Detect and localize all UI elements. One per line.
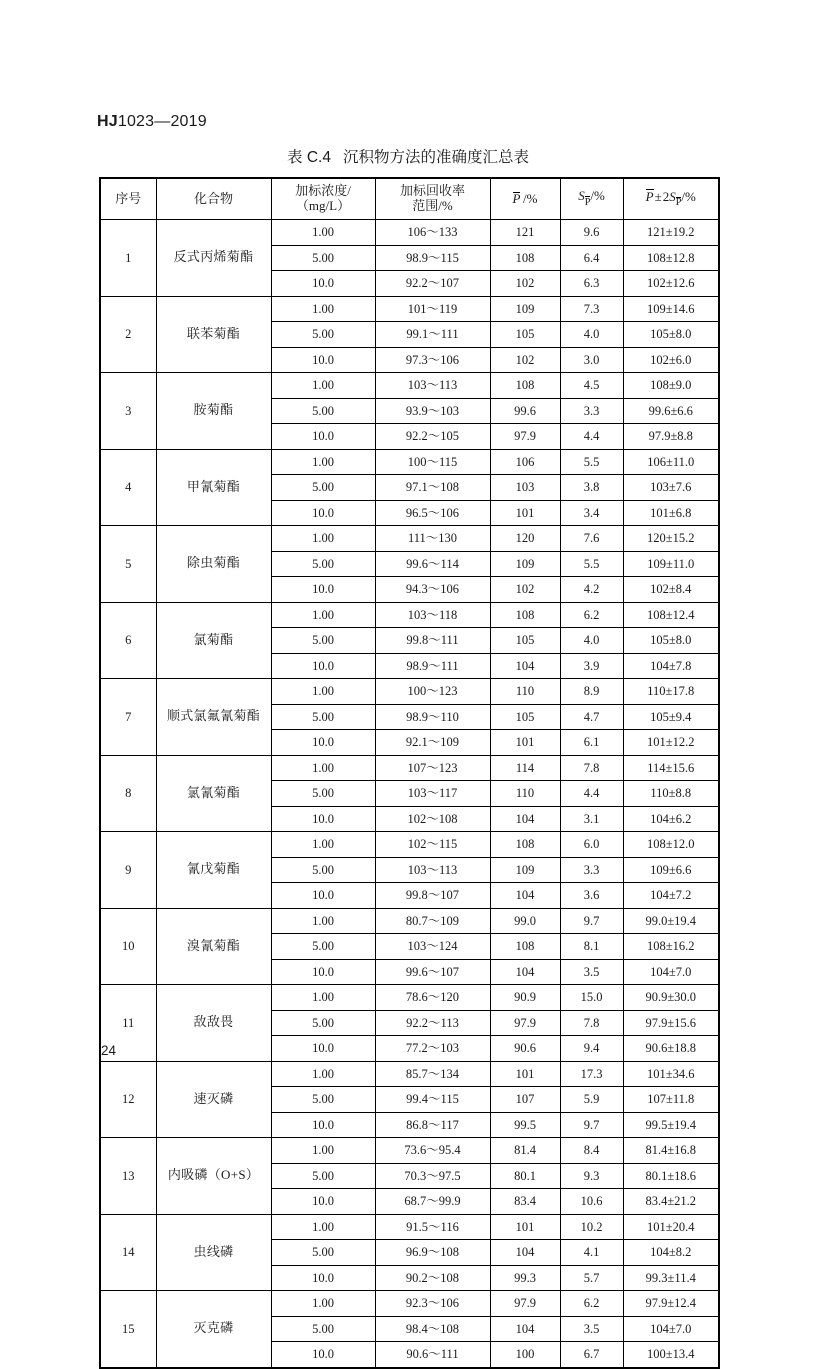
table-row <box>100 373 719 399</box>
cell-mean-recovery: 80.1 <box>490 1163 560 1189</box>
cell-standard-deviation: 3.4 <box>560 500 623 526</box>
cell-recovery-range: 102～108 <box>375 806 490 832</box>
cell-mean-recovery: 105 <box>490 628 560 654</box>
header-confidence-interval: P±2SP/% <box>623 178 719 220</box>
table-row <box>100 449 719 475</box>
cell-spike-concentration: 10.0 <box>271 347 375 373</box>
cell-mean-recovery: 99.3 <box>490 1265 560 1291</box>
cell-standard-deviation: 3.1 <box>560 806 623 832</box>
cell-confidence-interval: 104±7.8 <box>623 653 719 679</box>
cell-spike-concentration: 10.0 <box>271 1265 375 1291</box>
table-caption-title: 沉积物方法的准确度汇总表 <box>342 149 529 166</box>
cell-recovery-range: 78.6～120 <box>375 985 490 1011</box>
header-index: 序号 <box>100 178 156 220</box>
cell-recovery-range: 68.7～99.9 <box>375 1189 490 1215</box>
cell-recovery-range: 92.2～105 <box>375 424 490 450</box>
cell-confidence-interval: 99.3±11.4 <box>623 1265 719 1291</box>
cell-confidence-interval: 104±7.0 <box>623 1316 719 1342</box>
cell-mean-recovery: 99.5 <box>490 1112 560 1138</box>
cell-spike-concentration: 10.0 <box>271 271 375 297</box>
cell-standard-deviation: 9.7 <box>560 1112 623 1138</box>
cell-recovery-range: 96.5～106 <box>375 500 490 526</box>
cell-index: 5 <box>100 526 156 603</box>
cell-standard-deviation: 3.0 <box>560 347 623 373</box>
cell-recovery-range: 92.3～106 <box>375 1291 490 1317</box>
cell-spike-concentration: 1.00 <box>271 1214 375 1240</box>
cell-confidence-interval: 101±34.6 <box>623 1061 719 1087</box>
cell-spike-concentration: 5.00 <box>271 1240 375 1266</box>
cell-spike-concentration: 10.0 <box>271 577 375 603</box>
cell-confidence-interval: 103±7.6 <box>623 475 719 501</box>
cell-confidence-interval: 100±13.4 <box>623 1342 719 1368</box>
cell-confidence-interval: 101±6.8 <box>623 500 719 526</box>
cell-confidence-interval: 105±8.0 <box>623 628 719 654</box>
cell-recovery-range: 98.9～111 <box>375 653 490 679</box>
cell-recovery-range: 86.8～117 <box>375 1112 490 1138</box>
cell-standard-deviation: 8.9 <box>560 679 623 705</box>
cell-spike-concentration: 1.00 <box>271 755 375 781</box>
cell-recovery-range: 73.6～95.4 <box>375 1138 490 1164</box>
cell-spike-concentration: 10.0 <box>271 806 375 832</box>
cell-index: 10 <box>100 908 156 985</box>
cell-confidence-interval: 109±6.6 <box>623 857 719 883</box>
cell-recovery-range: 99.1～111 <box>375 322 490 348</box>
cell-confidence-interval: 104±7.0 <box>623 959 719 985</box>
cell-standard-deviation: 8.4 <box>560 1138 623 1164</box>
cell-recovery-range: 103～113 <box>375 373 490 399</box>
cell-spike-concentration: 5.00 <box>271 1087 375 1113</box>
cell-recovery-range: 107～123 <box>375 755 490 781</box>
cell-mean-recovery: 121 <box>490 220 560 246</box>
cell-spike-concentration: 5.00 <box>271 781 375 807</box>
header-recovery-range-line2: 范围/% <box>412 198 453 213</box>
cell-index: 1 <box>100 220 156 297</box>
table-row <box>100 220 719 246</box>
cell-standard-deviation: 7.3 <box>560 296 623 322</box>
cell-mean-recovery: 120 <box>490 526 560 552</box>
cell-standard-deviation: 6.2 <box>560 602 623 628</box>
cell-index: 7 <box>100 679 156 756</box>
cell-spike-concentration: 1.00 <box>271 296 375 322</box>
cell-recovery-range: 103～124 <box>375 934 490 960</box>
page-number: 24 <box>101 1043 117 1058</box>
cell-spike-concentration: 5.00 <box>271 628 375 654</box>
cell-mean-recovery: 105 <box>490 322 560 348</box>
cell-mean-recovery: 90.6 <box>490 1036 560 1062</box>
cell-confidence-interval: 102±12.6 <box>623 271 719 297</box>
cell-standard-deviation: 7.8 <box>560 755 623 781</box>
cell-spike-concentration: 1.00 <box>271 985 375 1011</box>
cell-recovery-range: 91.5～116 <box>375 1214 490 1240</box>
cell-mean-recovery: 108 <box>490 934 560 960</box>
cell-compound: 联苯菊酯 <box>156 296 271 373</box>
cell-spike-concentration: 5.00 <box>271 245 375 271</box>
cell-mean-recovery: 97.9 <box>490 424 560 450</box>
header-spike-concentration-line2: （mg/L） <box>295 198 351 213</box>
cell-spike-concentration: 1.00 <box>271 1291 375 1317</box>
cell-recovery-range: 97.1～108 <box>375 475 490 501</box>
cell-spike-concentration: 1.00 <box>271 908 375 934</box>
table-row <box>100 1214 719 1240</box>
table-header <box>100 178 719 220</box>
cell-spike-concentration: 1.00 <box>271 1138 375 1164</box>
cell-index: 8 <box>100 755 156 832</box>
cell-mean-recovery: 106 <box>490 449 560 475</box>
cell-recovery-range: 96.9～108 <box>375 1240 490 1266</box>
table-row <box>100 755 719 781</box>
cell-recovery-range: 85.7～134 <box>375 1061 490 1087</box>
cell-spike-concentration: 5.00 <box>271 551 375 577</box>
cell-mean-recovery: 104 <box>490 1316 560 1342</box>
cell-confidence-interval: 104±7.2 <box>623 883 719 909</box>
cell-confidence-interval: 99.5±19.4 <box>623 1112 719 1138</box>
cell-compound: 敌敌畏 <box>156 985 271 1062</box>
table-row <box>100 296 719 322</box>
cell-recovery-range: 99.4～115 <box>375 1087 490 1113</box>
header-recovery-range-line1: 加标回收率 <box>399 183 465 199</box>
cell-standard-deviation: 5.9 <box>560 1087 623 1113</box>
cell-mean-recovery: 105 <box>490 704 560 730</box>
cell-confidence-interval: 101±12.2 <box>623 730 719 756</box>
cell-spike-concentration: 5.00 <box>271 1316 375 1342</box>
cell-mean-recovery: 90.9 <box>490 985 560 1011</box>
cell-confidence-interval: 108±12.4 <box>623 602 719 628</box>
table-row <box>100 1291 719 1317</box>
cell-compound: 内吸磷（O+S） <box>156 1138 271 1215</box>
cell-spike-concentration: 1.00 <box>271 220 375 246</box>
cell-standard-deviation: 4.7 <box>560 704 623 730</box>
cell-recovery-range: 111～130 <box>375 526 490 552</box>
cell-spike-concentration: 5.00 <box>271 398 375 424</box>
cell-spike-concentration: 5.00 <box>271 1010 375 1036</box>
cell-recovery-range: 106～133 <box>375 220 490 246</box>
cell-mean-recovery: 99.6 <box>490 398 560 424</box>
cell-mean-recovery: 101 <box>490 1061 560 1087</box>
cell-spike-concentration: 1.00 <box>271 679 375 705</box>
cell-confidence-interval: 90.9±30.0 <box>623 985 719 1011</box>
cell-standard-deviation: 4.1 <box>560 1240 623 1266</box>
cell-recovery-range: 80.7～109 <box>375 908 490 934</box>
cell-spike-concentration: 1.00 <box>271 602 375 628</box>
cell-confidence-interval: 114±15.6 <box>623 755 719 781</box>
table-row <box>100 1138 719 1164</box>
header-row <box>100 178 719 220</box>
cell-standard-deviation: 5.7 <box>560 1265 623 1291</box>
cell-mean-recovery: 108 <box>490 832 560 858</box>
cell-mean-recovery: 109 <box>490 857 560 883</box>
cell-standard-deviation: 9.7 <box>560 908 623 934</box>
cell-standard-deviation: 3.3 <box>560 857 623 883</box>
cell-recovery-range: 99.8～111 <box>375 628 490 654</box>
cell-mean-recovery: 108 <box>490 245 560 271</box>
cell-index: 11 <box>100 985 156 1062</box>
cell-standard-deviation: 4.4 <box>560 781 623 807</box>
table-caption-number: 表 C.4 <box>287 149 331 166</box>
cell-standard-deviation: 3.9 <box>560 653 623 679</box>
cell-mean-recovery: 104 <box>490 1240 560 1266</box>
cell-recovery-range: 100～123 <box>375 679 490 705</box>
cell-spike-concentration: 5.00 <box>271 322 375 348</box>
cell-recovery-range: 93.9～103 <box>375 398 490 424</box>
cell-index: 9 <box>100 832 156 909</box>
table-row <box>100 908 719 934</box>
cell-mean-recovery: 102 <box>490 577 560 603</box>
cell-index: 4 <box>100 449 156 526</box>
cell-spike-concentration: 10.0 <box>271 653 375 679</box>
cell-standard-deviation: 7.6 <box>560 526 623 552</box>
cell-standard-deviation: 9.3 <box>560 1163 623 1189</box>
header-standard-deviation: SP/% <box>560 178 623 220</box>
cell-standard-deviation: 3.3 <box>560 398 623 424</box>
cell-index: 14 <box>100 1214 156 1291</box>
cell-recovery-range: 77.2～103 <box>375 1036 490 1062</box>
cell-confidence-interval: 97.9±8.8 <box>623 424 719 450</box>
cell-recovery-range: 90.6～111 <box>375 1342 490 1368</box>
cell-recovery-range: 98.4～108 <box>375 1316 490 1342</box>
cell-compound: 溴氰菊酯 <box>156 908 271 985</box>
header-recovery-range <box>375 178 490 220</box>
table-row <box>100 985 719 1011</box>
cell-spike-concentration: 1.00 <box>271 449 375 475</box>
cell-spike-concentration: 10.0 <box>271 1342 375 1368</box>
cell-confidence-interval: 110±8.8 <box>623 781 719 807</box>
cell-confidence-interval: 97.9±12.4 <box>623 1291 719 1317</box>
standard-code: HJ <box>97 113 118 130</box>
cell-standard-deviation: 3.6 <box>560 883 623 909</box>
cell-standard-deviation: 6.7 <box>560 1342 623 1368</box>
cell-mean-recovery: 101 <box>490 1214 560 1240</box>
cell-recovery-range: 101～119 <box>375 296 490 322</box>
cell-confidence-interval: 110±17.8 <box>623 679 719 705</box>
cell-standard-deviation: 6.1 <box>560 730 623 756</box>
cell-mean-recovery: 97.9 <box>490 1010 560 1036</box>
cell-spike-concentration: 10.0 <box>271 1036 375 1062</box>
cell-standard-deviation: 10.2 <box>560 1214 623 1240</box>
cell-confidence-interval: 105±8.0 <box>623 322 719 348</box>
cell-standard-deviation: 8.1 <box>560 934 623 960</box>
table-row <box>100 602 719 628</box>
header-spike-concentration-line1: 加标浓度/ <box>295 183 351 199</box>
cell-confidence-interval: 102±8.4 <box>623 577 719 603</box>
cell-mean-recovery: 99.0 <box>490 908 560 934</box>
cell-recovery-range: 97.3～106 <box>375 347 490 373</box>
cell-confidence-interval: 108±12.0 <box>623 832 719 858</box>
table-row <box>100 526 719 552</box>
table-row <box>100 1061 719 1087</box>
cell-mean-recovery: 103 <box>490 475 560 501</box>
cell-standard-deviation: 4.0 <box>560 322 623 348</box>
cell-confidence-interval: 99.6±6.6 <box>623 398 719 424</box>
cell-spike-concentration: 1.00 <box>271 526 375 552</box>
cell-mean-recovery: 81.4 <box>490 1138 560 1164</box>
cell-compound: 灭克磷 <box>156 1291 271 1368</box>
cell-standard-deviation: 4.0 <box>560 628 623 654</box>
cell-mean-recovery: 100 <box>490 1342 560 1368</box>
table-caption <box>0 145 816 167</box>
cell-confidence-interval: 99.0±19.4 <box>623 908 719 934</box>
cell-confidence-interval: 109±11.0 <box>623 551 719 577</box>
cell-recovery-range: 99.6～114 <box>375 551 490 577</box>
cell-standard-deviation: 3.5 <box>560 1316 623 1342</box>
cell-mean-recovery: 108 <box>490 602 560 628</box>
running-header <box>97 111 207 131</box>
cell-spike-concentration: 10.0 <box>271 500 375 526</box>
cell-standard-deviation: 4.5 <box>560 373 623 399</box>
cell-recovery-range: 103～117 <box>375 781 490 807</box>
cell-confidence-interval: 102±6.0 <box>623 347 719 373</box>
cell-compound: 反式丙烯菊酯 <box>156 220 271 297</box>
cell-recovery-range: 92.1～109 <box>375 730 490 756</box>
cell-standard-deviation: 9.6 <box>560 220 623 246</box>
header-mean-recovery: P /% <box>490 178 560 220</box>
cell-recovery-range: 99.8～107 <box>375 883 490 909</box>
cell-confidence-interval: 120±15.2 <box>623 526 719 552</box>
cell-spike-concentration: 5.00 <box>271 475 375 501</box>
cell-spike-concentration: 1.00 <box>271 832 375 858</box>
cell-recovery-range: 94.3～106 <box>375 577 490 603</box>
cell-confidence-interval: 104±6.2 <box>623 806 719 832</box>
cell-confidence-interval: 108±16.2 <box>623 934 719 960</box>
cell-spike-concentration: 5.00 <box>271 704 375 730</box>
cell-spike-concentration: 5.00 <box>271 1163 375 1189</box>
cell-standard-deviation: 17.3 <box>560 1061 623 1087</box>
cell-recovery-range: 70.3～97.5 <box>375 1163 490 1189</box>
cell-index: 12 <box>100 1061 156 1138</box>
cell-spike-concentration: 10.0 <box>271 424 375 450</box>
cell-recovery-range: 92.2～113 <box>375 1010 490 1036</box>
cell-standard-deviation: 7.8 <box>560 1010 623 1036</box>
cell-standard-deviation: 6.2 <box>560 1291 623 1317</box>
cell-confidence-interval: 109±14.6 <box>623 296 719 322</box>
cell-mean-recovery: 109 <box>490 296 560 322</box>
cell-standard-deviation: 3.8 <box>560 475 623 501</box>
cell-standard-deviation: 10.6 <box>560 1189 623 1215</box>
cell-compound: 顺式氯氟氰菊酯 <box>156 679 271 756</box>
cell-compound: 甲氰菊酯 <box>156 449 271 526</box>
cell-standard-deviation: 6.0 <box>560 832 623 858</box>
cell-compound: 氯菊酯 <box>156 602 271 679</box>
cell-confidence-interval: 106±11.0 <box>623 449 719 475</box>
cell-compound: 速灭磷 <box>156 1061 271 1138</box>
cell-mean-recovery: 107 <box>490 1087 560 1113</box>
cell-confidence-interval: 90.6±18.8 <box>623 1036 719 1062</box>
cell-mean-recovery: 101 <box>490 730 560 756</box>
cell-recovery-range: 90.2～108 <box>375 1265 490 1291</box>
cell-mean-recovery: 109 <box>490 551 560 577</box>
cell-standard-deviation: 4.4 <box>560 424 623 450</box>
cell-index: 2 <box>100 296 156 373</box>
cell-recovery-range: 98.9～110 <box>375 704 490 730</box>
header-spike-concentration <box>271 178 375 220</box>
cell-mean-recovery: 104 <box>490 806 560 832</box>
cell-recovery-range: 99.6～107 <box>375 959 490 985</box>
cell-mean-recovery: 101 <box>490 500 560 526</box>
cell-recovery-range: 103～118 <box>375 602 490 628</box>
accuracy-table-wrapper <box>99 177 718 1369</box>
cell-mean-recovery: 102 <box>490 271 560 297</box>
cell-confidence-interval: 108±12.8 <box>623 245 719 271</box>
cell-mean-recovery: 97.9 <box>490 1291 560 1317</box>
cell-recovery-range: 102～115 <box>375 832 490 858</box>
table-row <box>100 832 719 858</box>
cell-compound: 除虫菊酯 <box>156 526 271 603</box>
cell-recovery-range: 100～115 <box>375 449 490 475</box>
cell-confidence-interval: 108±9.0 <box>623 373 719 399</box>
cell-spike-concentration: 1.00 <box>271 373 375 399</box>
cell-standard-deviation: 3.5 <box>560 959 623 985</box>
cell-mean-recovery: 102 <box>490 347 560 373</box>
header-compound: 化合物 <box>156 178 271 220</box>
accuracy-summary-table <box>99 177 720 1369</box>
cell-mean-recovery: 104 <box>490 883 560 909</box>
cell-index: 13 <box>100 1138 156 1215</box>
cell-standard-deviation: 15.0 <box>560 985 623 1011</box>
standard-number: 1023—2019 <box>117 113 207 130</box>
cell-confidence-interval: 101±20.4 <box>623 1214 719 1240</box>
cell-standard-deviation: 9.4 <box>560 1036 623 1062</box>
cell-spike-concentration: 10.0 <box>271 1112 375 1138</box>
cell-confidence-interval: 107±11.8 <box>623 1087 719 1113</box>
cell-mean-recovery: 104 <box>490 653 560 679</box>
cell-mean-recovery: 108 <box>490 373 560 399</box>
cell-confidence-interval: 105±9.4 <box>623 704 719 730</box>
cell-confidence-interval: 80.1±18.6 <box>623 1163 719 1189</box>
cell-standard-deviation: 6.3 <box>560 271 623 297</box>
cell-spike-concentration: 5.00 <box>271 934 375 960</box>
cell-standard-deviation: 5.5 <box>560 449 623 475</box>
cell-spike-concentration: 1.00 <box>271 1061 375 1087</box>
cell-recovery-range: 103～113 <box>375 857 490 883</box>
table-row <box>100 679 719 705</box>
cell-spike-concentration: 5.00 <box>271 857 375 883</box>
cell-standard-deviation: 5.5 <box>560 551 623 577</box>
cell-spike-concentration: 10.0 <box>271 959 375 985</box>
cell-index: 15 <box>100 1291 156 1368</box>
cell-compound: 虫线磷 <box>156 1214 271 1291</box>
cell-confidence-interval: 104±8.2 <box>623 1240 719 1266</box>
cell-spike-concentration: 10.0 <box>271 1189 375 1215</box>
cell-standard-deviation: 4.2 <box>560 577 623 603</box>
cell-confidence-interval: 121±19.2 <box>623 220 719 246</box>
cell-compound: 胺菊酯 <box>156 373 271 450</box>
cell-recovery-range: 92.2～107 <box>375 271 490 297</box>
cell-mean-recovery: 83.4 <box>490 1189 560 1215</box>
cell-compound: 氯氰菊酯 <box>156 755 271 832</box>
cell-standard-deviation: 6.4 <box>560 245 623 271</box>
cell-compound: 氰戊菊酯 <box>156 832 271 909</box>
table-body <box>100 220 719 1368</box>
cell-index: 6 <box>100 602 156 679</box>
cell-confidence-interval: 81.4±16.8 <box>623 1138 719 1164</box>
cell-recovery-range: 98.9～115 <box>375 245 490 271</box>
cell-mean-recovery: 110 <box>490 781 560 807</box>
cell-spike-concentration: 10.0 <box>271 730 375 756</box>
cell-mean-recovery: 104 <box>490 959 560 985</box>
cell-mean-recovery: 110 <box>490 679 560 705</box>
cell-mean-recovery: 114 <box>490 755 560 781</box>
cell-spike-concentration: 10.0 <box>271 883 375 909</box>
cell-index: 3 <box>100 373 156 450</box>
cell-confidence-interval: 83.4±21.2 <box>623 1189 719 1215</box>
cell-confidence-interval: 97.9±15.6 <box>623 1010 719 1036</box>
